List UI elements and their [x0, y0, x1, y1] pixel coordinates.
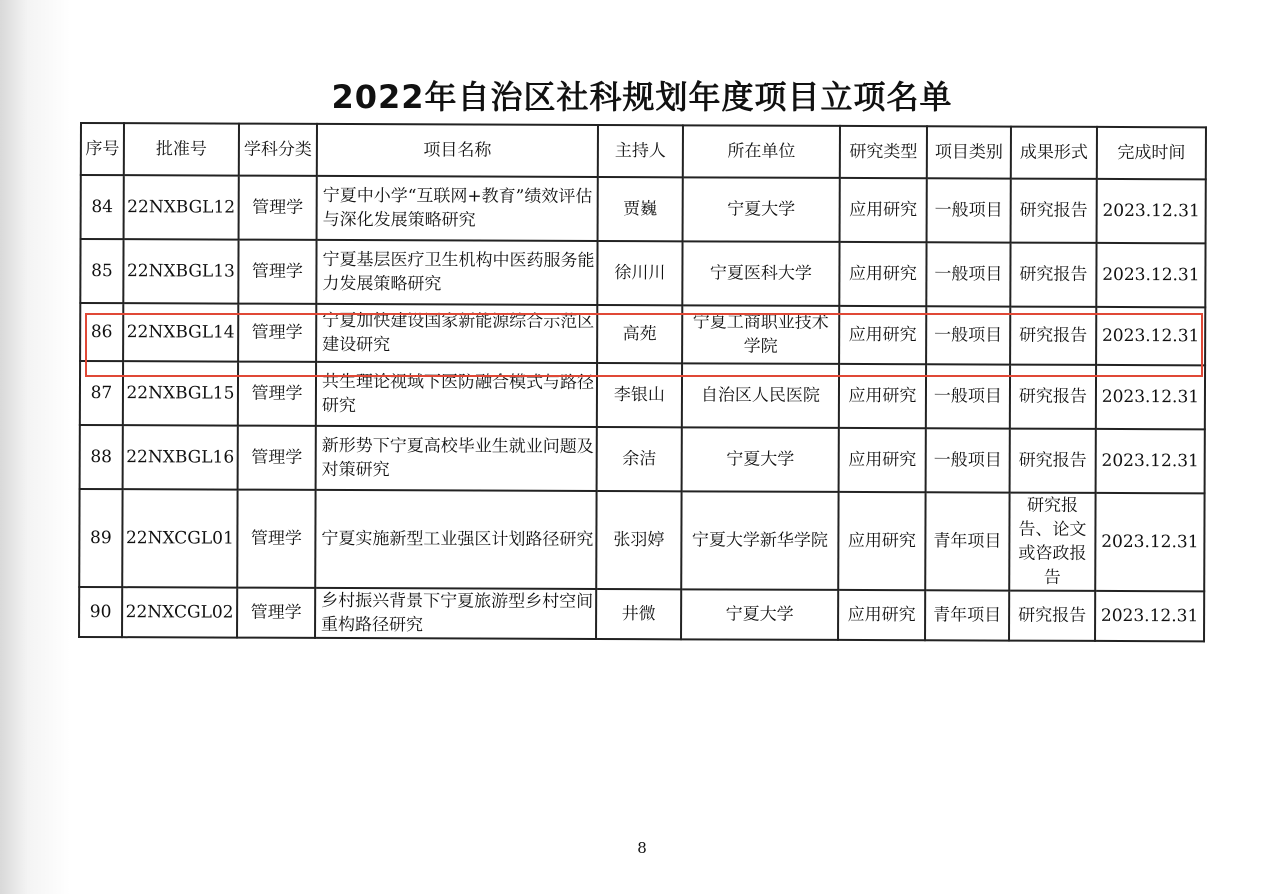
cell-unit: 宁夏大学新华学院 [681, 491, 838, 590]
cell-result-form: 研究报告 [1010, 365, 1096, 429]
cell-research-type: 应用研究 [839, 242, 926, 306]
cell-seq: 84 [81, 175, 124, 239]
cell-unit: 宁夏大学 [682, 427, 839, 492]
table-row-highlighted [80, 303, 1205, 365]
cell-seq: 89 [79, 489, 122, 587]
header-project-category: 项目类别 [927, 126, 1011, 178]
header-seq: 序号 [81, 123, 124, 175]
cell-unit: 自治区人民医院 [682, 363, 839, 428]
cell-unit: 宁夏大学 [681, 589, 838, 640]
header-approval-no: 批准号 [124, 123, 239, 175]
cell-completion: 2023.12.31 [1095, 493, 1204, 591]
cell-result-form: 研究报告 [1010, 243, 1096, 307]
cell-project-name: 乡村振兴背景下宁夏旅游型乡村空间重构路径研究 [315, 588, 596, 639]
cell-seq: 87 [80, 361, 123, 425]
cell-approval-no: 22NXBGL14 [123, 303, 238, 361]
cell-subject: 管理学 [238, 240, 316, 304]
cell-project-name: 宁夏实施新型工业强区计划路径研究 [315, 490, 596, 589]
cell-subject: 管理学 [239, 176, 317, 240]
cell-completion: 2023.12.31 [1095, 591, 1204, 641]
table-row [79, 489, 1204, 591]
cell-research-type: 应用研究 [838, 590, 925, 640]
cell-result-form: 研究报告 [1011, 179, 1097, 243]
cell-host: 井微 [596, 589, 681, 639]
cell-host: 余洁 [597, 427, 682, 491]
cell-project-category: 一般项目 [926, 306, 1010, 364]
cell-seq: 90 [79, 587, 122, 637]
cell-project-name: 共生理论视域下医防融合模式与路径研究 [316, 362, 597, 427]
header-subject: 学科分类 [239, 124, 317, 176]
cell-subject: 管理学 [238, 362, 316, 426]
cell-subject: 管理学 [238, 304, 316, 362]
page-number: 8 [637, 839, 647, 857]
cell-completion: 2023.12.31 [1097, 179, 1206, 243]
cell-project-name: 宁夏加快建设国家新能源综合示范区建设研究 [316, 304, 597, 363]
cell-approval-no: 22NXBGL12 [124, 175, 239, 239]
cell-approval-no: 22NXCGL02 [122, 587, 237, 637]
cell-host: 徐川川 [597, 241, 682, 305]
header-unit: 所在单位 [683, 125, 840, 178]
header-result-form: 成果形式 [1011, 127, 1097, 179]
cell-project-category: 一般项目 [927, 178, 1011, 242]
cell-project-category: 青年项目 [925, 590, 1009, 640]
cell-approval-no: 22NXBGL15 [123, 361, 238, 425]
cell-project-name: 宁夏中小学“互联网+教育”绩效评估与深化发展策略研究 [317, 176, 598, 241]
cell-seq: 86 [80, 303, 123, 361]
cell-completion: 2023.12.31 [1096, 429, 1205, 493]
cell-result-form: 研究报告 [1010, 429, 1096, 493]
header-completion: 完成时间 [1097, 127, 1206, 179]
page-title: 2022年自治区社科规划年度项目立项名单 [331, 78, 953, 116]
cell-project-category: 一般项目 [926, 364, 1010, 428]
cell-completion: 2023.12.31 [1096, 243, 1205, 307]
cell-subject: 管理学 [237, 588, 315, 638]
cell-subject: 管理学 [238, 426, 316, 490]
cell-unit: 宁夏大学 [683, 177, 840, 242]
cell-research-type: 应用研究 [840, 178, 927, 242]
cell-research-type: 应用研究 [839, 364, 926, 428]
header-host: 主持人 [598, 125, 683, 177]
table-row [79, 587, 1204, 641]
cell-result-form: 研究报告 [1009, 591, 1095, 641]
cell-completion: 2023.12.31 [1096, 365, 1205, 429]
cell-research-type: 应用研究 [839, 306, 926, 364]
header-research-type: 研究类型 [840, 126, 927, 178]
cell-project-category: 一般项目 [926, 428, 1010, 492]
cell-research-type: 应用研究 [838, 492, 925, 590]
cell-approval-no: 22NXBGL13 [123, 239, 238, 303]
cell-host: 高苑 [597, 305, 682, 363]
cell-host: 贾巍 [598, 177, 683, 241]
cell-project-category: 一般项目 [926, 242, 1010, 306]
project-table [78, 122, 1207, 642]
table-row [80, 361, 1205, 429]
table-row [80, 239, 1205, 307]
cell-completion: 2023.12.31 [1096, 307, 1205, 365]
cell-approval-no: 22NXCGL01 [122, 489, 237, 587]
cell-research-type: 应用研究 [839, 428, 926, 492]
cell-unit: 宁夏工商职业技术学院 [682, 305, 839, 364]
cell-approval-no: 22NXBGL16 [123, 425, 238, 489]
cell-seq: 88 [80, 425, 123, 489]
header-row [81, 123, 1206, 179]
table-row [80, 425, 1205, 493]
cell-result-form: 研究报告 [1010, 307, 1096, 365]
cell-subject: 管理学 [237, 490, 315, 588]
header-project-name: 项目名称 [317, 124, 598, 177]
cell-host: 张羽婷 [596, 491, 681, 589]
table-row [81, 175, 1206, 243]
cell-unit: 宁夏医科大学 [682, 241, 839, 306]
cell-project-name: 宁夏基层医疗卫生机构中医药服务能力发展策略研究 [316, 240, 597, 305]
cell-project-name: 新形势下宁夏高校毕业生就业问题及对策研究 [316, 426, 597, 491]
cell-result-form: 研究报告、论文或咨政报告 [1009, 493, 1095, 591]
cell-host: 李银山 [597, 363, 682, 427]
cell-project-category: 青年项目 [925, 492, 1009, 590]
cell-seq: 85 [80, 239, 123, 303]
